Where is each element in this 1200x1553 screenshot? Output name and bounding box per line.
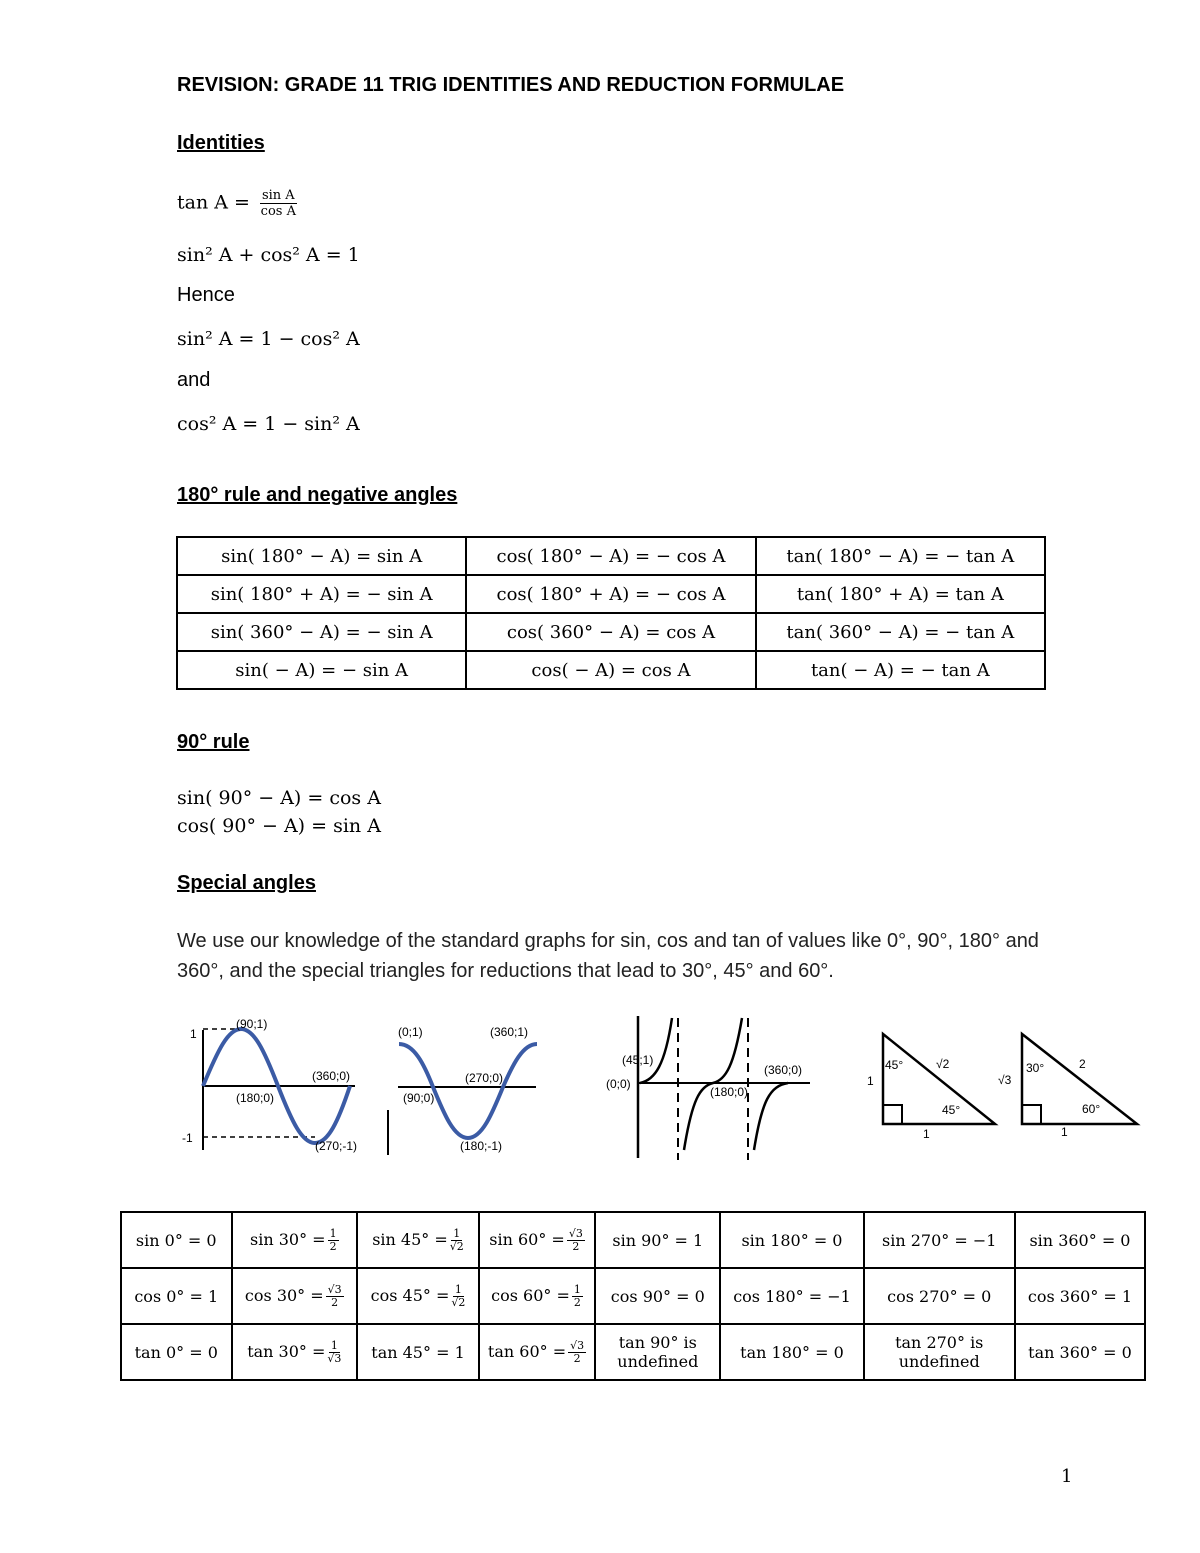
tri45-bottom: 1 <box>923 1127 930 1141</box>
cell-text: sin 180° = 0 <box>741 1230 843 1250</box>
sin-point-max: (90;1) <box>236 1017 268 1031</box>
tan-branch-3 <box>754 1083 788 1150</box>
table-cell: tan( 360° − A) = − tan A <box>756 613 1045 651</box>
rule90-heading: 90° rule <box>177 731 250 753</box>
fraction-numerator: 1 <box>573 1282 581 1296</box>
sin-point-180: (180;0) <box>236 1091 275 1105</box>
table-cell <box>232 1324 358 1380</box>
table-cell <box>479 1324 595 1380</box>
reduction-table <box>176 536 1046 690</box>
table-cell: sin( 360° − A) = − sin A <box>177 613 466 651</box>
tan-identity-denominator: cos A <box>260 204 296 219</box>
cos-graph <box>388 1025 537 1155</box>
table-cell <box>864 1324 1015 1380</box>
table-cell <box>595 1268 720 1324</box>
table-cell <box>121 1212 232 1268</box>
special-heading: Special angles <box>177 872 316 894</box>
table-row <box>177 537 1045 575</box>
cell-text: cos 0° = 1 <box>134 1286 219 1306</box>
cell-text: sin 360° = 0 <box>1029 1230 1131 1250</box>
cell-text: tan 60° = <box>487 1341 567 1361</box>
special-paragraph: We use our knowledge of the standard graphs for sin, cos and tan of values like 0°, 90°, 180° and 360°, and the special triangles for reductions that lead to 30°, 45° and 60°. <box>177 930 1039 982</box>
tan-graph <box>606 1016 810 1160</box>
sin-graph <box>182 1017 357 1153</box>
fraction-denominator: 2 <box>573 1295 581 1309</box>
fraction-denominator: 2 <box>573 1351 581 1365</box>
fraction-denominator: √2 <box>451 1295 466 1309</box>
table-cell <box>1015 1212 1145 1268</box>
tri45-side-left: 1 <box>867 1074 874 1088</box>
fraction-numerator: 1 <box>453 1226 461 1240</box>
table-cell: cos( 180° − A) = − cos A <box>466 537 755 575</box>
table-cell: sin( − A) = − sin A <box>177 651 466 689</box>
cell-text: cos 60° = <box>491 1285 570 1305</box>
cell-text: sin 30° = <box>250 1229 326 1249</box>
sin-point-min: (270;-1) <box>315 1139 358 1153</box>
cell-fraction <box>572 1284 583 1309</box>
tri45-hypotenuse: √2 <box>936 1057 950 1071</box>
tan-point-360: (360;0) <box>764 1063 803 1077</box>
table-cell <box>357 1268 479 1324</box>
identities-heading: Identities <box>177 132 265 154</box>
table-row <box>121 1268 1145 1324</box>
tan-identity-lhs: tan A = <box>177 191 250 214</box>
table-cell <box>864 1212 1015 1268</box>
tan-point-180: (180;0) <box>710 1085 749 1099</box>
table-cell <box>357 1212 479 1268</box>
fraction-denominator: √2 <box>449 1239 464 1253</box>
sin-point-360: (360;0) <box>312 1069 351 1083</box>
table-cell: sin( 180° − A) = sin A <box>177 537 466 575</box>
cell-text: tan 90° is undefined <box>617 1333 699 1371</box>
tri30-bottom: 1 <box>1061 1125 1068 1139</box>
tan-branch-1 <box>640 1018 672 1083</box>
tri30-angle-top: 30° <box>1026 1061 1045 1075</box>
table-cell <box>720 1324 863 1380</box>
tan-identity-numerator: sin A <box>261 188 295 203</box>
cell-fraction <box>451 1284 465 1309</box>
cos-point-180: (180;-1) <box>460 1139 503 1153</box>
tri45-angle-right: 45° <box>942 1103 961 1117</box>
fraction-denominator: 2 <box>329 1239 337 1253</box>
tri30-hypotenuse: 2 <box>1079 1057 1086 1071</box>
table-cell <box>1015 1268 1145 1324</box>
table-cell <box>479 1268 595 1324</box>
tan-identity-fraction <box>260 188 297 219</box>
tan-identity <box>177 188 297 219</box>
cell-text: tan 45° = 1 <box>371 1342 465 1362</box>
fraction-numerator: 1 <box>454 1282 462 1296</box>
table-cell <box>1015 1324 1145 1380</box>
fraction-numerator: 1 <box>330 1338 338 1352</box>
cell-text: cos 45° = <box>370 1285 450 1305</box>
cell-text: tan 180° = 0 <box>740 1342 844 1362</box>
fraction-numerator: √3 <box>570 1338 585 1352</box>
cell-text: tan 30° = <box>247 1341 326 1361</box>
fraction-denominator: √3 <box>327 1351 342 1365</box>
fraction-numerator: √3 <box>327 1282 342 1296</box>
tri30-angle-right: 60° <box>1082 1102 1101 1116</box>
tri30-side-left: √3 <box>998 1073 1012 1087</box>
cell-text: sin 45° = <box>372 1229 448 1249</box>
fraction-denominator: 2 <box>331 1295 339 1309</box>
page-number: 1 <box>1061 1466 1073 1487</box>
cell-text: tan 360° = 0 <box>1028 1342 1132 1362</box>
triangle-45 <box>867 1034 995 1141</box>
cos-point-270: (270;0) <box>465 1071 504 1085</box>
cell-text: cos 360° = 1 <box>1027 1286 1133 1306</box>
page-title: REVISION: GRADE 11 TRIG IDENTITIES AND REDUCTION FORMULAE <box>177 74 845 96</box>
table-cell <box>121 1268 232 1324</box>
table-row <box>177 575 1045 613</box>
fraction-numerator: 1 <box>329 1226 337 1240</box>
table-cell <box>720 1212 863 1268</box>
table-cell <box>864 1268 1015 1324</box>
rule90-line2: cos( 90° − A) = sin A <box>177 815 381 837</box>
cell-text: sin 270° = −1 <box>882 1230 997 1250</box>
table-cell <box>720 1268 863 1324</box>
table-cell <box>232 1212 358 1268</box>
cell-text: cos 270° = 0 <box>887 1286 992 1306</box>
rule90-line1: sin( 90° − A) = cos A <box>177 787 381 809</box>
table-cell: tan( 180° − A) = − tan A <box>756 537 1045 575</box>
cell-fraction <box>328 1228 339 1253</box>
cos-squared-identity: cos² A = 1 − sin² A <box>177 413 360 435</box>
table-cell <box>479 1212 595 1268</box>
cell-text: cos 90° = 0 <box>610 1286 705 1306</box>
cell-fraction <box>326 1284 344 1309</box>
tan-point-origin: (0;0) <box>606 1077 631 1091</box>
table-cell: tan( 180° + A) = tan A <box>756 575 1045 613</box>
table-row <box>177 651 1045 689</box>
hence-text: Hence <box>177 284 235 306</box>
table-cell: cos( 360° − A) = cos A <box>466 613 755 651</box>
cell-text: sin 60° = <box>489 1229 565 1249</box>
cell-text: sin 90° = 1 <box>612 1230 704 1250</box>
table-cell <box>121 1324 232 1380</box>
right-angle-marker <box>883 1105 902 1124</box>
triangle-45-shape <box>883 1034 995 1124</box>
cell-fraction <box>450 1228 464 1253</box>
sin-label-bottom: -1 <box>182 1131 193 1145</box>
fraction-numerator: √3 <box>568 1226 583 1240</box>
sin-squared-identity: sin² A = 1 − cos² A <box>177 328 360 350</box>
table-cell: tan( − A) = − tan A <box>756 651 1045 689</box>
pythagorean-identity: sin² A + cos² A = 1 <box>177 244 360 266</box>
cell-fraction <box>568 1340 586 1365</box>
table-cell <box>232 1268 358 1324</box>
tri45-angle-top: 45° <box>885 1058 904 1072</box>
graphs-figure <box>170 1010 1170 1170</box>
cell-text: tan 270° is undefined <box>895 1333 984 1371</box>
table-row <box>177 613 1045 651</box>
cos-point-90: (90;0) <box>403 1091 435 1105</box>
table-cell <box>595 1212 720 1268</box>
and-text: and <box>177 369 211 391</box>
cell-fraction <box>327 1340 341 1365</box>
sin-label-top: 1 <box>190 1027 197 1041</box>
cell-text: cos 30° = <box>244 1285 324 1305</box>
table-cell <box>595 1324 720 1380</box>
tan-point-45: (45;1) <box>622 1053 654 1067</box>
special-values-table <box>120 1211 1146 1381</box>
table-row <box>121 1212 1145 1268</box>
triangle-30-60-shape <box>1022 1034 1137 1124</box>
table-cell: cos( − A) = cos A <box>466 651 755 689</box>
cell-text: cos 180° = −1 <box>733 1286 851 1306</box>
table-cell: sin( 180° + A) = − sin A <box>177 575 466 613</box>
table-cell <box>357 1324 479 1380</box>
right-angle-marker <box>1022 1105 1041 1124</box>
table-row <box>121 1324 1145 1380</box>
rule180-heading: 180° rule and negative angles <box>177 484 458 506</box>
cell-fraction <box>567 1228 585 1253</box>
triangle-30-60 <box>998 1034 1137 1139</box>
cos-point-end: (360;1) <box>490 1025 529 1039</box>
cell-text: tan 0° = 0 <box>134 1342 218 1362</box>
fraction-denominator: 2 <box>572 1239 580 1253</box>
cell-text: sin 0° = 0 <box>135 1230 217 1250</box>
table-cell: cos( 180° + A) = − cos A <box>466 575 755 613</box>
cos-point-start: (0;1) <box>398 1025 423 1039</box>
